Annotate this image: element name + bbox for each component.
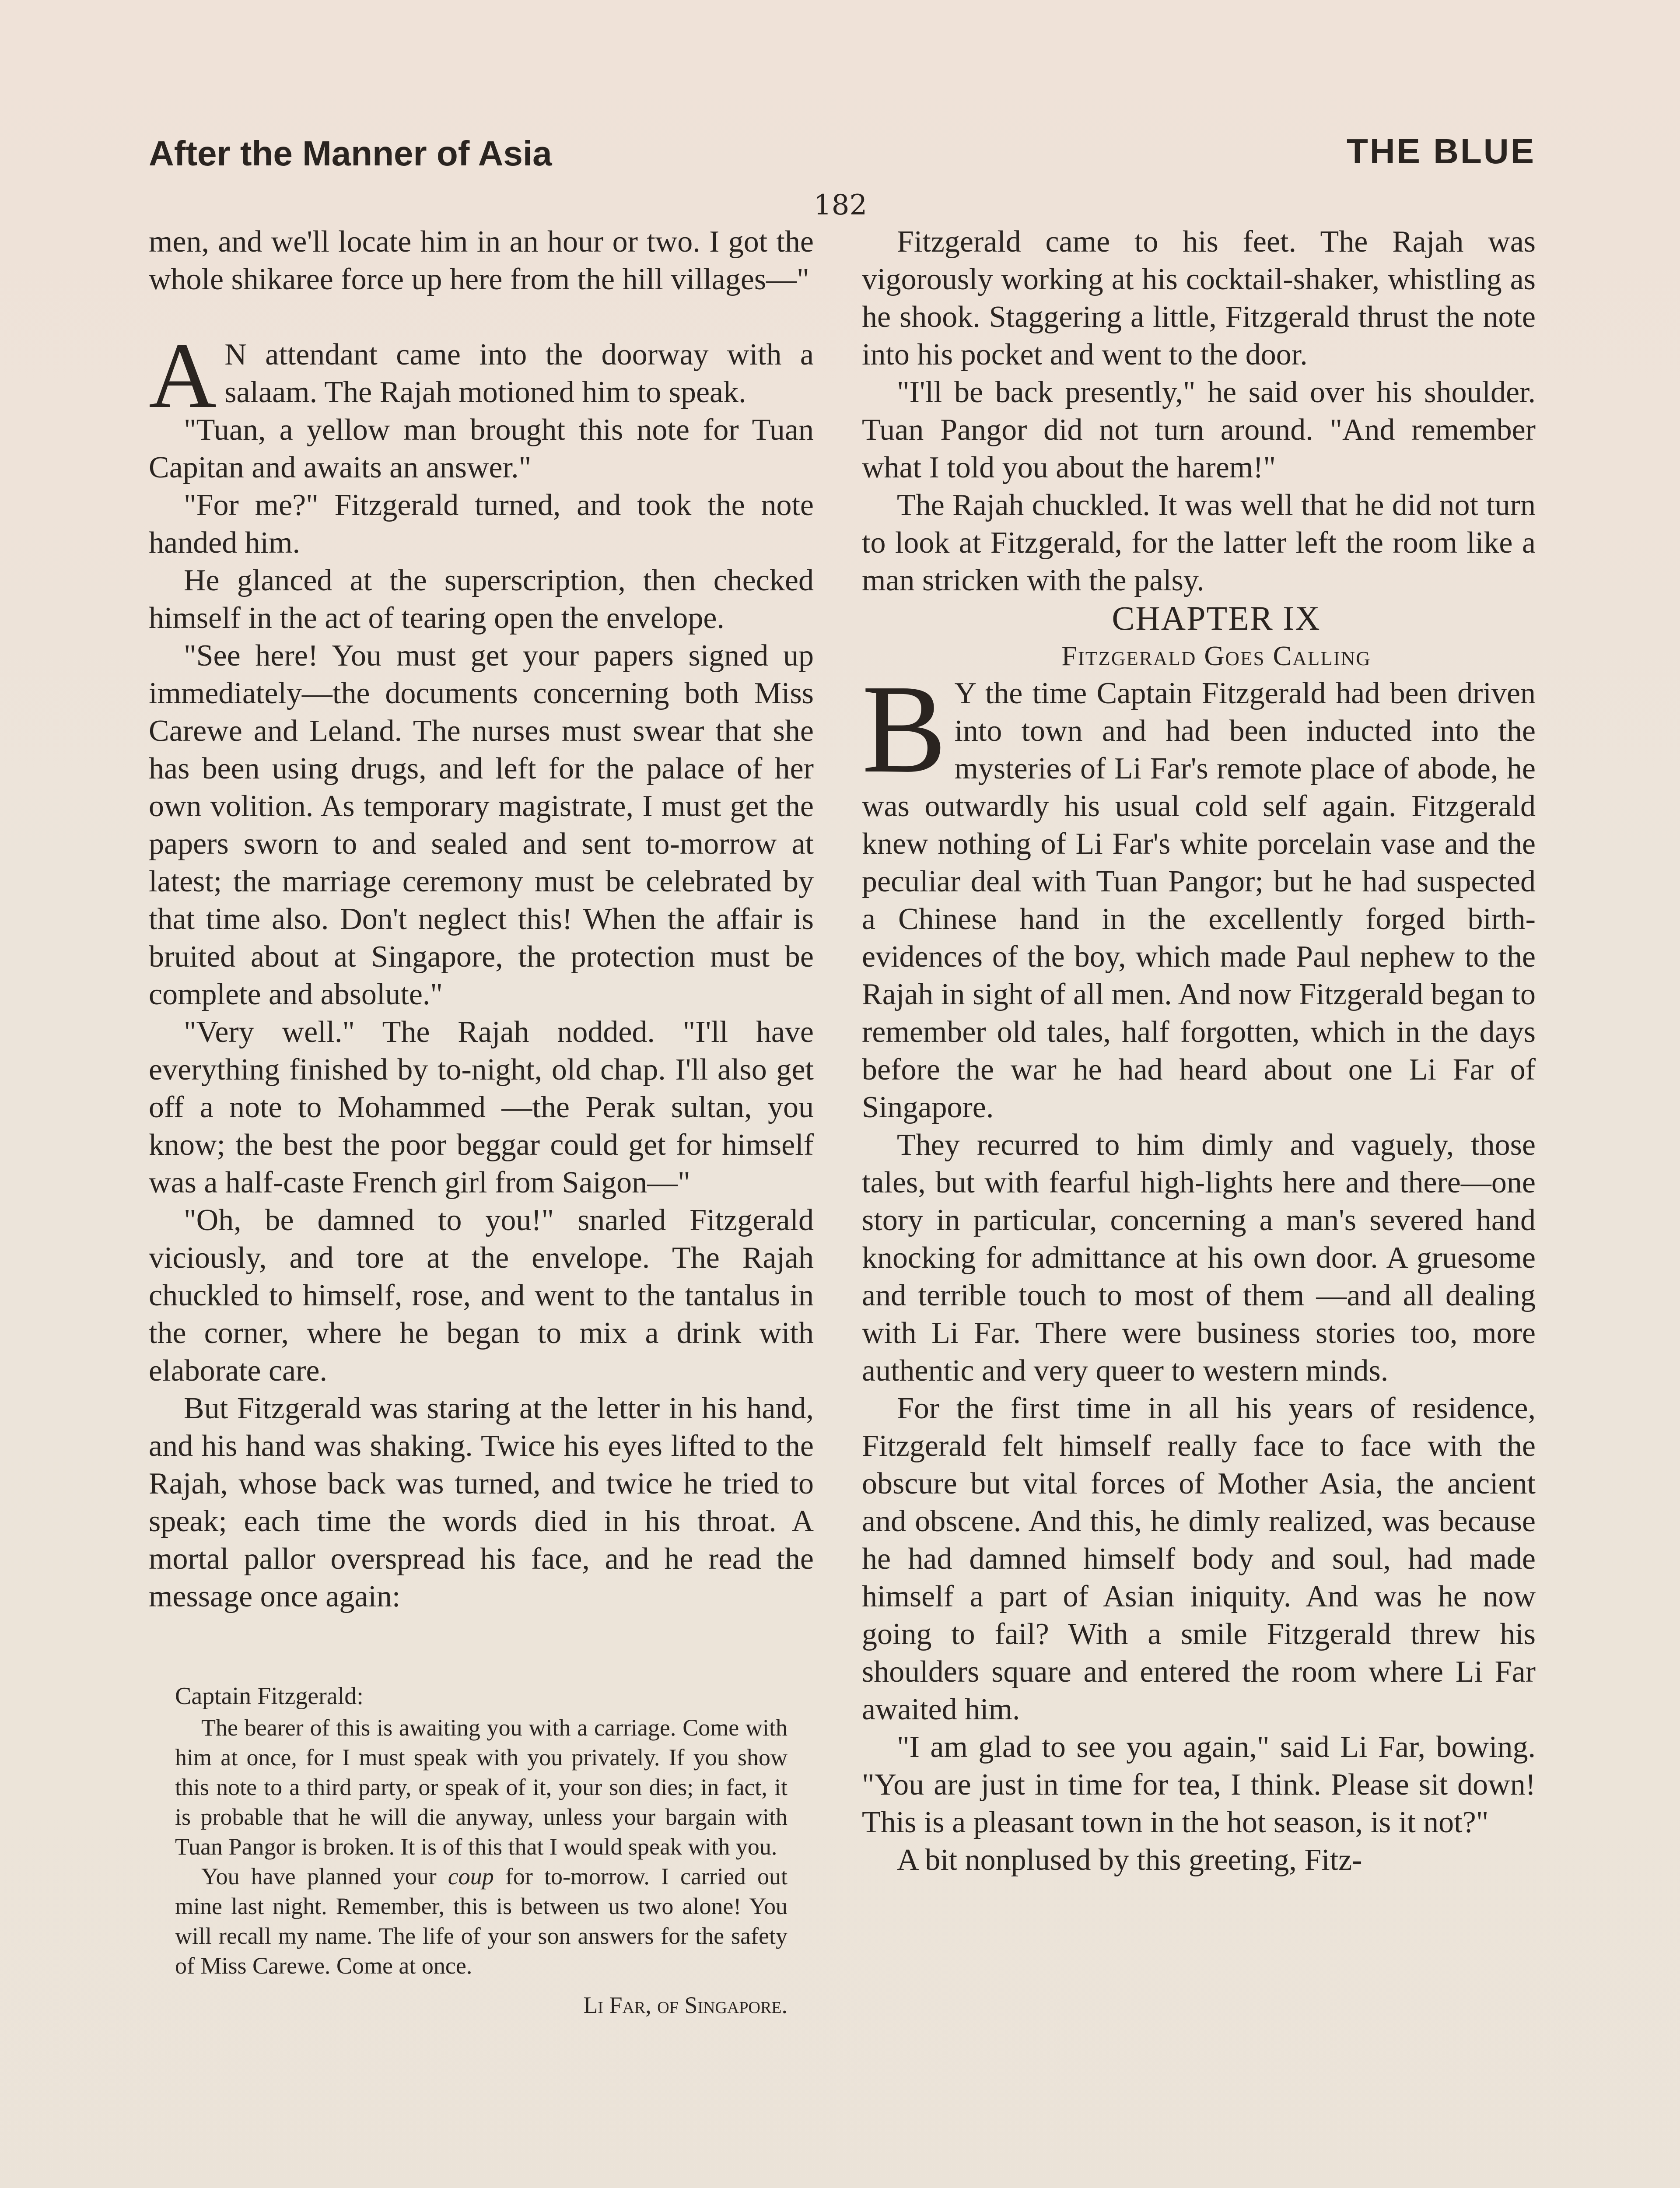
drop-cap: B <box>862 659 947 799</box>
letter-text: You have planned your <box>201 1863 437 1890</box>
page-number: 182 <box>814 189 868 221</box>
paragraph: "I am glad to see you again," said Li Far, bowing. "You are just in time for tea, I think. Please sit down! This is a pleasant town in the hot season, is it not?" <box>862 1730 1536 1839</box>
paragraph: men, and we'll locate him in an hour or two. I got the whole shikaree force up here from the hill villages—" <box>149 225 814 296</box>
left-column <box>149 223 814 2020</box>
letter-paragraph <box>175 1862 788 1981</box>
paragraph: But Fitzgerald was staring at the letter in his hand, and his hand was shaking. Twice his eyes lifted to the Rajah, whose back was turned, and twice he tried to speak; each time the words died in his throat. A mortal pallor overspread his face, and he read the message once again: <box>149 1392 814 1613</box>
paragraph: "See here! You must get your papers signed up immediately—the documents concerning both Miss Carewe and Leland. The nurses must swear that she has been using drugs, and left for the palace of her own volition. As temporary magistrate, I must get the papers sworn to and sealed and sent to-morrow at latest; the marriage ceremony must be celebrated by that time also. Don't neglect this! When the affair is bruited about at Singapore, the protection must be complete and absolute." <box>149 639 814 1011</box>
paragraph: They recurred to him dimly and vaguely, those tales, but with fearful high-lights here and there—one story in particular, concerning a man's severed hand knocking for admittance at his own door. A gruesome and terrible touch to most of them —and all dealing with Li Far. There were business stories too, more authentic and very queer to western minds. <box>862 1128 1536 1388</box>
paragraph: The Rajah chuckled. It was well that he did not turn to look at Fitzgerald, for the latter left the room like a man stricken with the palsy. <box>862 488 1536 597</box>
paragraph: "Oh, be damned to you!" snarled Fitzgerald viciously, and tore at the envelope. The Rajah chuckled to himself, rose, and went to the tantalus in the corner, where he began to mix a drink with elaborate care. <box>149 1203 814 1388</box>
paragraph: "For me?" Fitzgerald turned, and took the note handed him. <box>149 488 814 560</box>
letter-salutation: Captain Fitzgerald: <box>175 1683 364 1710</box>
letter-text: for to-morrow. I carried out mine last night. Remember, this is between us two alone! You will recall my name. The life of your son answers for the safety of Miss Carewe. Come at once. <box>175 1863 788 1979</box>
letter-italic-text: coup <box>448 1863 494 1890</box>
right-column <box>862 223 1536 1879</box>
letter-signature: Li Far, of Singapore. <box>583 1992 788 2018</box>
paragraph <box>149 323 814 428</box>
paragraph-text: N attendant came into the doorway with a salaam. The Rajah motioned him to speak. <box>224 338 814 409</box>
paragraph: "Very well." The Rajah nodded. "I'll have everything finished by to-night, old chap. I'll also get off a note to Mohammed —the Perak sultan, you know; the best the poor beggar could get for himself was a half-caste French girl from Saigon—" <box>149 1015 814 1199</box>
paragraph: A bit nonplused by this greeting, Fitz- <box>897 1843 1362 1877</box>
paragraph: He glanced at the superscription, then checked himself in the act of tearing open the envelope. <box>149 564 814 635</box>
paragraph <box>862 659 1536 1126</box>
paragraph: "Tuan, a yellow man brought this note for Tuan Capitan and awaits an answer." <box>149 413 814 484</box>
paragraph-text: Y the time Captain Fitzgerald had been driven into town and had been inducted into the mysteries of Li Far's remote place of abode, he was outwardly his usual cold self again. Fitzgerald knew nothing of Li Far's white porcelain vase and the peculiar deal with Tuan Pangor; but he had suspected a Chinese hand in the excellently forged birth-evidences of the boy, which made Paul nephew to the Rajah in sight of all men. And now Fitzgerald began to remember old tales, half forgotten, which in the days before the war he had heard about one Li Far of Singapore. <box>862 677 1536 1124</box>
running-title: After the Manner of Asia <box>149 134 552 173</box>
paragraph: For the first time in all his years of residence, Fitzgerald felt himself really face to face with the obscure but vital forces of Mother Asia, the ancient and obscene. And this, he dimly realized, was because he had damned himself body and soul, had made himself a part of Asian iniquity. And was he now going to fail? With a smile Fitzgerald threw his shoulders square and entered the room where Li Far awaited him. <box>862 1392 1536 1726</box>
drop-cap: A <box>149 323 217 428</box>
chapter-subtitle: Fitzgerald Goes Calling <box>1061 640 1371 671</box>
letter-paragraph: The bearer of this is awaiting you with a carriage. Come with him at once, for I must speak with you privately. If you show this note to a third party, or speak of it, your son dies; in fact, it is probable that he will die anyway, unless your bargain with Tuan Pangor is broken. It is of this that I would speak with you. <box>175 1715 788 1860</box>
paragraph: Fitzgerald came to his feet. The Rajah was vigorously working at his cocktail-shaker, whistling as he shook. Staggering a little, Fitzgerald thrust the note into his pocket and went to the door. <box>862 225 1536 372</box>
paragraph: "I'll be back presently," he said over his shoulder. Tuan Pangor did not turn around. "And remember what I told you about the harem!" <box>862 375 1536 484</box>
magazine-title: THE BLUE <box>1347 132 1536 171</box>
quoted-letter <box>149 1681 814 2020</box>
chapter-title: CHAPTER IX <box>1112 599 1321 637</box>
